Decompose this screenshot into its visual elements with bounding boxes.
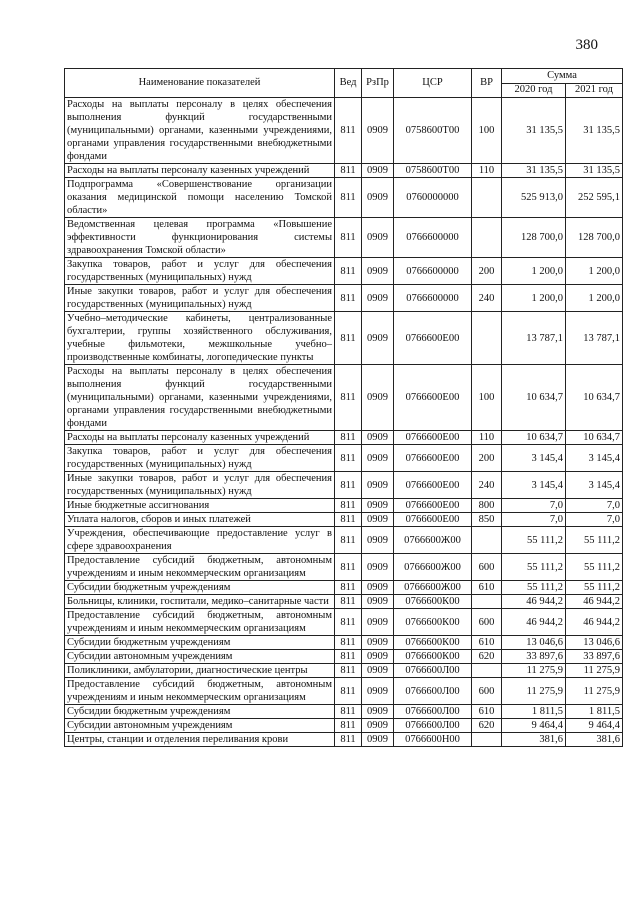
table-row <box>65 472 623 499</box>
row-sum-2020: 13 787,1 <box>502 312 566 365</box>
row-name: Центры, станции и отделения переливания крови <box>65 733 335 747</box>
row-ved: 811 <box>335 650 362 664</box>
row-ved: 811 <box>335 218 362 258</box>
row-sum-2020: 33 897,6 <box>502 650 566 664</box>
row-vr: 600 <box>472 554 502 581</box>
table-row <box>65 581 623 595</box>
row-name: Иные закупки товаров, работ и услуг для обеспечения государственных (муниципальных) нужд <box>65 472 335 499</box>
row-ved: 811 <box>335 595 362 609</box>
row-csr: 0766600000 <box>394 218 472 258</box>
header-vr: ВР <box>472 69 502 98</box>
row-sum-2021: 3 145,4 <box>566 445 623 472</box>
row-sum-2020: 128 700,0 <box>502 218 566 258</box>
row-sum-2021: 11 275,9 <box>566 678 623 705</box>
row-vr <box>472 178 502 218</box>
table-row <box>65 431 623 445</box>
row-vr: 110 <box>472 431 502 445</box>
row-csr: 0766600Л00 <box>394 705 472 719</box>
row-name: Субсидии автономным учреждениям <box>65 650 335 664</box>
row-ved: 811 <box>335 513 362 527</box>
row-sum-2020: 1 811,5 <box>502 705 566 719</box>
row-vr <box>472 218 502 258</box>
row-ved: 811 <box>335 581 362 595</box>
row-vr: 610 <box>472 581 502 595</box>
row-ved: 811 <box>335 636 362 650</box>
row-ved: 811 <box>335 312 362 365</box>
row-csr: 0766600Е00 <box>394 312 472 365</box>
row-name: Предоставление субсидий бюджетным, автономным учреждениям и иным некоммерческим организациям <box>65 609 335 636</box>
row-rzpr: 0909 <box>362 554 394 581</box>
row-csr: 0766600Л00 <box>394 678 472 705</box>
row-ved: 811 <box>335 445 362 472</box>
row-sum-2020: 7,0 <box>502 499 566 513</box>
table-row <box>65 513 623 527</box>
row-vr <box>472 733 502 747</box>
row-vr: 620 <box>472 650 502 664</box>
row-vr: 610 <box>472 705 502 719</box>
row-vr: 240 <box>472 472 502 499</box>
row-rzpr: 0909 <box>362 285 394 312</box>
row-sum-2021: 33 897,6 <box>566 650 623 664</box>
row-sum-2021: 11 275,9 <box>566 664 623 678</box>
header-2020: 2020 год <box>502 83 566 98</box>
row-sum-2020: 381,6 <box>502 733 566 747</box>
row-name: Предоставление субсидий бюджетным, автономным учреждениям и иным некоммерческим организациям <box>65 554 335 581</box>
row-ved: 811 <box>335 365 362 431</box>
row-ved: 811 <box>335 258 362 285</box>
row-sum-2021: 252 595,1 <box>566 178 623 218</box>
row-sum-2021: 10 634,7 <box>566 431 623 445</box>
budget-table <box>64 68 623 747</box>
row-sum-2020: 3 145,4 <box>502 472 566 499</box>
row-sum-2021: 31 135,5 <box>566 98 623 164</box>
row-sum-2021: 7,0 <box>566 499 623 513</box>
row-rzpr: 0909 <box>362 499 394 513</box>
row-vr: 110 <box>472 164 502 178</box>
table-row <box>65 664 623 678</box>
row-vr <box>472 312 502 365</box>
row-name: Закупка товаров, работ и услуг для обеспечения государственных (муниципальных) нужд <box>65 258 335 285</box>
row-rzpr: 0909 <box>362 719 394 733</box>
table-row <box>65 164 623 178</box>
row-csr: 0766600Е00 <box>394 472 472 499</box>
row-sum-2021: 13 046,6 <box>566 636 623 650</box>
row-ved: 811 <box>335 705 362 719</box>
row-csr: 0766600000 <box>394 285 472 312</box>
row-sum-2020: 525 913,0 <box>502 178 566 218</box>
row-sum-2020: 31 135,5 <box>502 98 566 164</box>
header-csr: ЦСР <box>394 69 472 98</box>
row-sum-2020: 55 111,2 <box>502 554 566 581</box>
row-csr: 0760000000 <box>394 178 472 218</box>
row-rzpr: 0909 <box>362 650 394 664</box>
row-sum-2020: 11 275,9 <box>502 664 566 678</box>
row-name: Учебно–методические кабинеты, централизованные бухгалтерии, группы хозяйственного обслуживания, учебные фильмотеки, межшкольные учебно–производственные комбинаты, логопедические пункты <box>65 312 335 365</box>
row-sum-2020: 55 111,2 <box>502 527 566 554</box>
row-ved: 811 <box>335 733 362 747</box>
row-name: Ведомственная целевая программа «Повышение эффективности функционирования системы здравоохранения Томской области» <box>65 218 335 258</box>
row-sum-2020: 1 200,0 <box>502 258 566 285</box>
table-row <box>65 636 623 650</box>
row-vr: 200 <box>472 258 502 285</box>
row-csr: 0766600Ж00 <box>394 581 472 595</box>
header-name: Наименование показателей <box>65 69 335 98</box>
row-name: Больницы, клиники, госпитали, медико–санитарные части <box>65 595 335 609</box>
row-sum-2020: 9 464,4 <box>502 719 566 733</box>
row-vr: 200 <box>472 445 502 472</box>
row-rzpr: 0909 <box>362 705 394 719</box>
row-sum-2021: 13 787,1 <box>566 312 623 365</box>
row-rzpr: 0909 <box>362 527 394 554</box>
row-sum-2020: 3 145,4 <box>502 445 566 472</box>
row-ved: 811 <box>335 719 362 733</box>
row-sum-2020: 1 200,0 <box>502 285 566 312</box>
row-sum-2020: 11 275,9 <box>502 678 566 705</box>
row-sum-2021: 3 145,4 <box>566 472 623 499</box>
row-sum-2021: 55 111,2 <box>566 554 623 581</box>
row-ved: 811 <box>335 98 362 164</box>
row-name: Иные закупки товаров, работ и услуг для обеспечения государственных (муниципальных) нужд <box>65 285 335 312</box>
row-csr: 0766600Е00 <box>394 431 472 445</box>
row-name: Предоставление субсидий бюджетным, автономным учреждениям и иным некоммерческим организациям <box>65 678 335 705</box>
row-sum-2021: 381,6 <box>566 733 623 747</box>
row-sum-2021: 46 944,2 <box>566 609 623 636</box>
row-ved: 811 <box>335 609 362 636</box>
row-name: Расходы на выплаты персоналу казенных учреждений <box>65 431 335 445</box>
row-name: Субсидии бюджетным учреждениям <box>65 581 335 595</box>
row-csr: 0766600Н00 <box>394 733 472 747</box>
table-row <box>65 98 623 164</box>
row-name: Расходы на выплаты персоналу в целях обеспечения выполнения функций государственными (муниципальными) органами, казенными учреждениями, органами управления государственными внебюджетными фондами <box>65 98 335 164</box>
row-csr: 0766600Е00 <box>394 499 472 513</box>
row-sum-2021: 55 111,2 <box>566 581 623 595</box>
row-rzpr: 0909 <box>362 164 394 178</box>
row-sum-2021: 128 700,0 <box>566 218 623 258</box>
row-ved: 811 <box>335 472 362 499</box>
row-vr: 600 <box>472 609 502 636</box>
table-row <box>65 218 623 258</box>
row-ved: 811 <box>335 499 362 513</box>
row-csr: 0766600Е00 <box>394 365 472 431</box>
row-sum-2020: 13 046,6 <box>502 636 566 650</box>
table-row <box>65 258 623 285</box>
row-rzpr: 0909 <box>362 609 394 636</box>
row-rzpr: 0909 <box>362 664 394 678</box>
row-name: Подпрограмма «Совершенствование организации оказания медицинской помощи населению Томской области» <box>65 178 335 218</box>
table-row <box>65 678 623 705</box>
row-vr: 600 <box>472 678 502 705</box>
table-row <box>65 595 623 609</box>
row-sum-2021: 1 811,5 <box>566 705 623 719</box>
row-rzpr: 0909 <box>362 98 394 164</box>
row-ved: 811 <box>335 431 362 445</box>
row-name: Закупка товаров, работ и услуг для обеспечения государственных (муниципальных) нужд <box>65 445 335 472</box>
row-rzpr: 0909 <box>362 218 394 258</box>
row-rzpr: 0909 <box>362 678 394 705</box>
table-row <box>65 527 623 554</box>
row-name: Субсидии бюджетным учреждениям <box>65 705 335 719</box>
row-sum-2020: 10 634,7 <box>502 431 566 445</box>
row-ved: 811 <box>335 285 362 312</box>
row-csr: 0766600К00 <box>394 636 472 650</box>
row-csr: 0758600Т00 <box>394 164 472 178</box>
header-ved: Вед <box>335 69 362 98</box>
row-ved: 811 <box>335 178 362 218</box>
row-ved: 811 <box>335 554 362 581</box>
row-sum-2020: 31 135,5 <box>502 164 566 178</box>
row-rzpr: 0909 <box>362 312 394 365</box>
row-csr: 0766600К00 <box>394 609 472 636</box>
table-row <box>65 178 623 218</box>
row-csr: 0766600Ж00 <box>394 527 472 554</box>
row-sum-2021: 1 200,0 <box>566 258 623 285</box>
row-csr: 0766600К00 <box>394 650 472 664</box>
row-ved: 811 <box>335 527 362 554</box>
header-rzpr: РзПр <box>362 69 394 98</box>
header-row <box>65 69 623 84</box>
table-row <box>65 312 623 365</box>
row-vr <box>472 595 502 609</box>
table-row <box>65 650 623 664</box>
table-row <box>65 285 623 312</box>
table-row <box>65 705 623 719</box>
row-sum-2021: 7,0 <box>566 513 623 527</box>
row-rzpr: 0909 <box>362 595 394 609</box>
row-name: Иные бюджетные ассигнования <box>65 499 335 513</box>
row-csr: 0766600Е00 <box>394 445 472 472</box>
row-sum-2021: 55 111,2 <box>566 527 623 554</box>
table-row <box>65 719 623 733</box>
row-name: Поликлиники, амбулатории, диагностические центры <box>65 664 335 678</box>
row-csr: 0766600Е00 <box>394 513 472 527</box>
row-csr: 0758600Т00 <box>394 98 472 164</box>
row-rzpr: 0909 <box>362 636 394 650</box>
row-name: Субсидии автономным учреждениям <box>65 719 335 733</box>
row-rzpr: 0909 <box>362 513 394 527</box>
row-vr: 610 <box>472 636 502 650</box>
row-rzpr: 0909 <box>362 258 394 285</box>
page-number: 380 <box>575 37 598 53</box>
row-rzpr: 0909 <box>362 733 394 747</box>
row-vr: 800 <box>472 499 502 513</box>
row-csr: 0766600К00 <box>394 595 472 609</box>
row-vr <box>472 527 502 554</box>
row-csr: 0766600Л00 <box>394 719 472 733</box>
row-sum-2021: 9 464,4 <box>566 719 623 733</box>
row-vr <box>472 664 502 678</box>
row-ved: 811 <box>335 678 362 705</box>
row-sum-2021: 10 634,7 <box>566 365 623 431</box>
row-sum-2020: 46 944,2 <box>502 609 566 636</box>
row-name: Расходы на выплаты персоналу в целях обеспечения выполнения функций государственными (муниципальными) органами, казенными учреждениями, органами управления государственными внебюджетными фондами <box>65 365 335 431</box>
table-row <box>65 365 623 431</box>
table-body <box>65 98 623 747</box>
row-name: Субсидии бюджетным учреждениям <box>65 636 335 650</box>
row-name: Учреждения, обеспечивающие предоставление услуг в сфере здравоохранения <box>65 527 335 554</box>
row-name: Расходы на выплаты персоналу казенных учреждений <box>65 164 335 178</box>
row-vr: 620 <box>472 719 502 733</box>
row-csr: 0766600Ж00 <box>394 554 472 581</box>
row-csr: 0766600000 <box>394 258 472 285</box>
table-row <box>65 733 623 747</box>
row-ved: 811 <box>335 164 362 178</box>
row-rzpr: 0909 <box>362 472 394 499</box>
row-rzpr: 0909 <box>362 445 394 472</box>
header-2021: 2021 год <box>566 83 623 98</box>
row-sum-2021: 1 200,0 <box>566 285 623 312</box>
row-sum-2021: 31 135,5 <box>566 164 623 178</box>
table-row <box>65 609 623 636</box>
row-csr: 0766600Л00 <box>394 664 472 678</box>
row-rzpr: 0909 <box>362 178 394 218</box>
row-sum-2020: 7,0 <box>502 513 566 527</box>
table-row <box>65 554 623 581</box>
row-vr: 100 <box>472 365 502 431</box>
table-row <box>65 499 623 513</box>
row-rzpr: 0909 <box>362 581 394 595</box>
row-vr: 100 <box>472 98 502 164</box>
row-name: Уплата налогов, сборов и иных платежей <box>65 513 335 527</box>
header-sum: Сумма <box>502 69 623 84</box>
row-vr: 240 <box>472 285 502 312</box>
row-rzpr: 0909 <box>362 431 394 445</box>
row-sum-2020: 46 944,2 <box>502 595 566 609</box>
row-ved: 811 <box>335 664 362 678</box>
row-sum-2021: 46 944,2 <box>566 595 623 609</box>
row-rzpr: 0909 <box>362 365 394 431</box>
table-row <box>65 445 623 472</box>
row-sum-2020: 10 634,7 <box>502 365 566 431</box>
row-sum-2020: 55 111,2 <box>502 581 566 595</box>
row-vr: 850 <box>472 513 502 527</box>
